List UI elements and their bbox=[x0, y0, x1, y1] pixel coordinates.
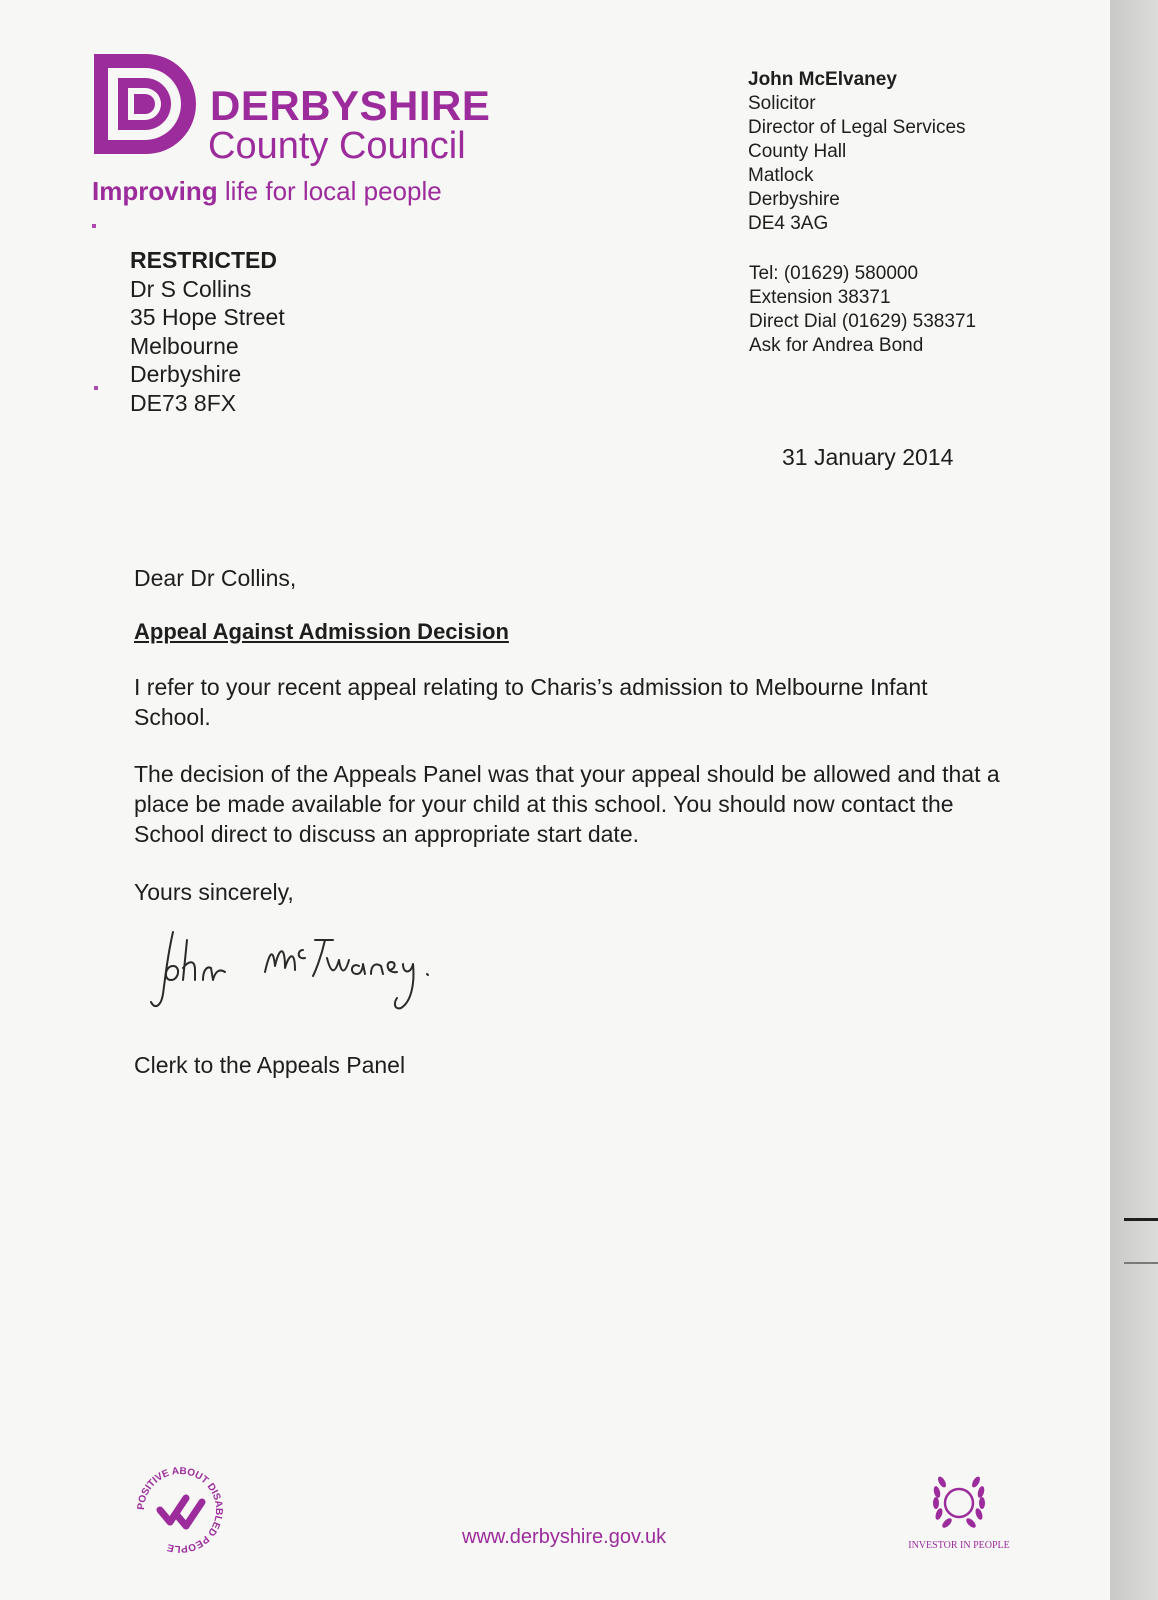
scanner-mark bbox=[1124, 1262, 1158, 1264]
laurel-wreath-icon bbox=[930, 1468, 988, 1532]
sender-address bbox=[748, 68, 966, 236]
recipient-line: 35 Hope Street bbox=[130, 304, 285, 330]
recipient-address bbox=[130, 246, 285, 417]
classification-label: RESTRICTED bbox=[130, 247, 277, 273]
tagline bbox=[92, 176, 442, 207]
contact-line: Direct Dial (01629) 538371 bbox=[749, 311, 977, 332]
website-link[interactable]: www.derbyshire.gov.uk bbox=[462, 1526, 667, 1548]
scanner-mark bbox=[1124, 1218, 1158, 1221]
sender-line: Solicitor bbox=[748, 93, 816, 114]
contact-details bbox=[749, 262, 976, 358]
sender-line: DE4 3AG bbox=[748, 213, 829, 234]
contact-line: Ask for Andrea Bond bbox=[749, 335, 924, 356]
signatory-title: Clerk to the Appeals Panel bbox=[134, 1052, 406, 1078]
investor-in-people-badge bbox=[900, 1468, 1018, 1568]
badge-left-text: POSITIVE ABOUT DISABLED PEOPLE bbox=[135, 1465, 225, 1555]
body-paragraph: I refer to your recent appeal relating to Charis’s admission to Melbourne Infant School. bbox=[134, 674, 928, 730]
sender-name: John McElvaney bbox=[748, 69, 897, 90]
tagline-rest: life for local people bbox=[217, 176, 442, 206]
tagline-bold: Improving bbox=[92, 176, 218, 206]
recipient-line: Melbourne bbox=[130, 332, 239, 359]
sender-line: Matlock bbox=[748, 165, 814, 186]
recipient-line: Derbyshire bbox=[130, 361, 242, 387]
council-d-logo-icon bbox=[90, 48, 202, 160]
contact-line: Tel: (01629) 580000 bbox=[749, 263, 919, 284]
badge-right-text: INVESTOR IN PEOPLE bbox=[908, 1540, 1010, 1551]
sender-line: County Hall bbox=[748, 141, 847, 162]
recipient-line: Dr S Collins bbox=[130, 275, 252, 302]
decorative-dot bbox=[92, 224, 96, 228]
sender-line: Derbyshire bbox=[748, 189, 840, 210]
salutation: Dear Dr Collins, bbox=[134, 565, 297, 591]
contact-line: Extension 38371 bbox=[749, 287, 891, 308]
closing: Yours sincerely, bbox=[134, 879, 294, 905]
handwritten-signature bbox=[145, 918, 485, 1028]
org-subname: County Council bbox=[208, 125, 466, 167]
body-paragraph: The decision of the Appeals Panel was that your appeal should be allowed and that a place be made available for your child at this school. You should now contact the School direct to discuss an appropriate start date. bbox=[134, 761, 1000, 847]
sender-line: Director of Legal Services bbox=[748, 117, 966, 138]
subject-heading: Appeal Against Admission Decision bbox=[134, 619, 509, 644]
positive-about-disabled-people-icon bbox=[130, 1460, 230, 1560]
recipient-line: DE73 8FX bbox=[130, 389, 237, 416]
letter-date: 31 January 2014 bbox=[782, 444, 954, 470]
scanner-edge bbox=[1110, 0, 1158, 1600]
decorative-dot bbox=[94, 386, 98, 390]
org-name: DERBYSHIRE bbox=[210, 82, 491, 129]
